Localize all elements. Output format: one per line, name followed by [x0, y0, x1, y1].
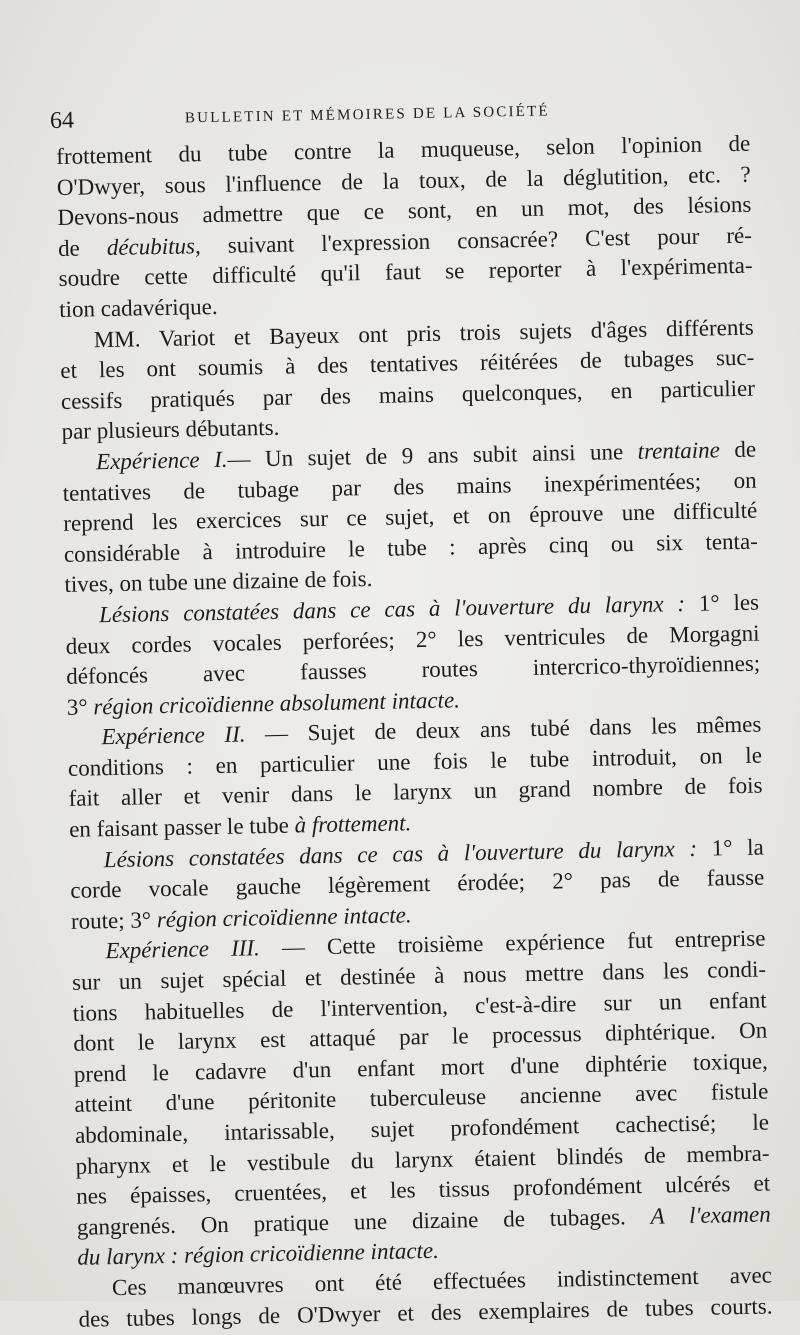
text-line: fait aller et venir dans le larynx un grand nombre de fois: [68, 773, 763, 812]
text-line: pharynx et le vestibule du larynx étaient blindés de membra-: [75, 1140, 770, 1179]
text-line: du larynx : région cricoïdienne intacte.: [77, 1238, 440, 1271]
text-line: reprend les exercices sur ce sujet, et on éprouve une difficulté: [63, 497, 758, 537]
text-line: atteint d'une péritonite tuberculeuse ancienne avec fistule: [74, 1078, 769, 1118]
text-line: défoncés avec fausses routes intercrico-thyroïdiennes;: [66, 650, 761, 689]
text-line: soudre cette difficulté qu'il faut se reporter à l'expérimenta-: [58, 253, 753, 292]
text-line: et les ont soumis à des tentatives réitérées de tubages suc-: [60, 344, 755, 384]
text-line: par plusieurs débutants.: [61, 415, 280, 445]
text-line: prend le cadavre d'un enfant mort d'une diphtérie toxique,: [73, 1048, 769, 1087]
text-line: Ces manœuvres ont été effectuées indistinctement avec: [111, 1262, 773, 1301]
text-line: cessifs pratiqués par des mains quelconques, en particulier: [60, 375, 756, 414]
text-line: dont le larynx est attaqué par le processus diphtérique. On: [73, 1017, 768, 1057]
text-line: O'Dwyer, sous l'influence de la toux, de la déglutition, etc. ?: [56, 161, 751, 200]
text-line: sur un sujet spécial et destinée à nous mettre dans les condi-: [71, 956, 767, 995]
text-line: tions habituelles de l'intervention, c'est-à-dire sur un enfant: [72, 987, 767, 1026]
text-line: Devons-nous admettre que ce sont, en un mot, des lésions: [57, 191, 752, 231]
text-line: deux cordes vocales perforées; 2° les ventricules de Morgagni: [65, 620, 760, 659]
running-head: BULLETIN ET MÉMOIRES DE LA SOCIÉTÉ: [184, 103, 550, 127]
text-line: route; 3° région cricoïdienne intacte.: [70, 902, 412, 934]
text-line: nes épaisses, cruentées, et les tissus profondément ulcérés et: [76, 1170, 771, 1209]
body-text: [56, 129, 773, 1335]
text-line: Expérience II. — Sujet de deux ans tubé dans les mêmes: [101, 711, 762, 750]
text-line: gangrenés. On pratique une dizaine de tubages. A l'examen: [76, 1201, 771, 1240]
text-line: abdominale, intarissable, sujet profondément cachectisé; le: [74, 1109, 770, 1148]
text-line: tentatives de tubage par des mains inexpérimentées; on: [62, 467, 757, 506]
text-line: MM. Variot et Bayeux ont pris trois sujets d'âges différents: [93, 314, 754, 352]
text-line: des tubes longs de O'Dwyer et des exemplaires de tubes courts.: [78, 1293, 773, 1332]
text-line: Lésions constatées dans ce cas à l'ouverture du larynx : 1° les: [98, 589, 760, 628]
text-line: tion cadavérique.: [58, 293, 218, 322]
text-line: corde vocale gauche légèrement érodée; 2° pas de fausse: [70, 864, 765, 904]
text-line: considérable à introduire le tube : après cinq ou six tenta-: [63, 528, 759, 567]
text-line: conditions : en particulier une fois le tube introduit, on le: [67, 742, 763, 781]
text-line: Expérience I.— Un sujet de 9 ans subit ainsi une trentaine de: [95, 436, 757, 475]
text-line: 3° région cricoïdienne absolument intacte.: [66, 687, 461, 720]
text-line: en faisant passer le tube à frottement.: [68, 810, 412, 842]
text-line: Lésions constatées dans ce cas à l'ouverture du larynx : 1° la: [103, 834, 764, 872]
text-line: de décubitus, suivant l'expression consacrée? C'est pour ré-: [57, 222, 753, 261]
text-line: frottement du tube contre la muqueuse, selon l'opinion de: [56, 130, 751, 169]
text-line: Expérience III. — Cette troisième expérience fut entreprise: [105, 925, 766, 964]
page-number: 64: [49, 107, 75, 134]
text-line: tives, on tube une dizaine de fois.: [64, 566, 373, 598]
